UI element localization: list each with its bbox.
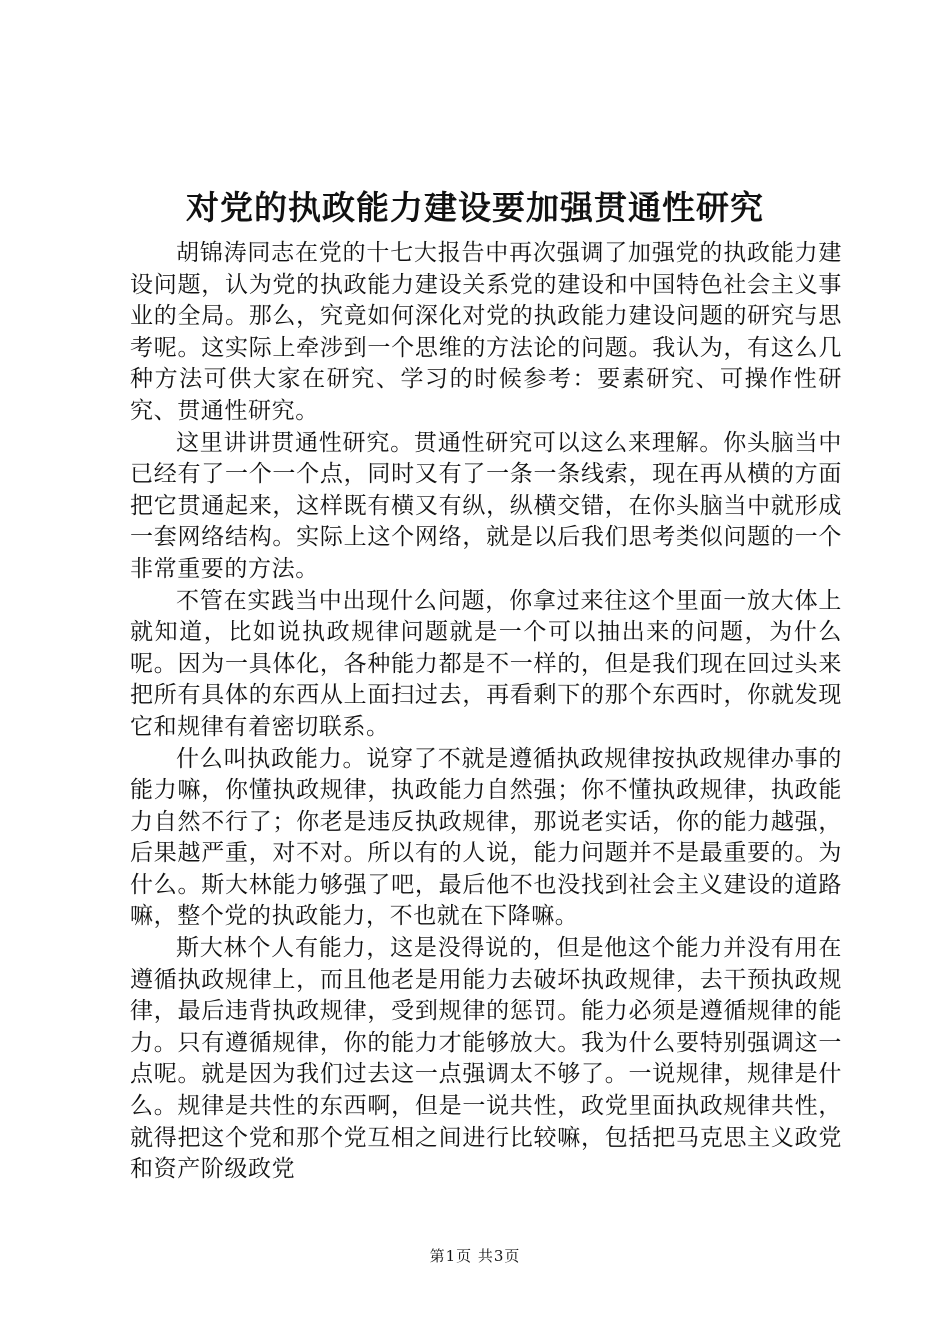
paragraph: 这里讲讲贯通性研究。贯通性研究可以这么来理解。你头脑当中已经有了一个一个点，同时又有了一条一条线索，现在再从横的方面把它贯通起来，这样既有横又有纵，纵横交错，在你头脑当中就形成一套网络结构。实际上这个网络，就是以后我们思考类似问题的一个非常重要的方法。 <box>130 429 842 582</box>
paragraph: 胡锦涛同志在党的十七大报告中再次强调了加强党的执政能力建设问题，认为党的执政能力建设关系党的建设和中国特色社会主义事业的全局。那么，究竟如何深化对党的执政能力建设问题的研究与思考呢。这实际上牵涉到一个思维的方法论的问题。我认为，有这么几种方法可供大家在研究、学习的时候参考：要素研究、可操作性研究、贯通性研究。 <box>130 240 842 424</box>
paragraph: 不管在实践当中出现什么问题，你拿过来往这个里面一放大体上就知道，比如说执政规律问题就是一个可以抽出来的问题，为什么呢。因为一具体化，各种能力都是不一样的，但是我们现在回过头来把所有具体的东西从上面扫过去，再看剩下的那个东西时，你就发现它和规律有着密切联系。 <box>130 587 842 740</box>
paragraph: 什么叫执政能力。说穿了不就是遵循执政规律按执政规律办事的能力嘛，你懂执政规律，执政能力自然强；你不懂执政规律，执政能力自然不行了；你老是违反执政规律，那说老实话，你的能力越强，后果越严重，对不对。所以有的人说，能力问题并不是最重要的。为什么。斯大林能力够强了吧，最后他不也没找到社会主义建设的道路嘛，整个党的执政能力，不也就在下降嘛。 <box>130 745 842 930</box>
document-title: 对党的执政能力建设要加强贯通性研究 <box>186 188 764 227</box>
document-body <box>130 238 842 1186</box>
page-number-footer: 第1页 共3页 <box>429 1247 521 1265</box>
paragraph: 斯大林个人有能力，这是没得说的，但是他这个能力并没有用在遵循执政规律上，而且他老是用能力去破坏执政规律，去干预执政规律，最后违背执政规律，受到规律的惩罚。能力必须是遵循规律的能力。只有遵循规律，你的能力才能够放大。我为什么要特别强调这一点呢。就是因为我们过去这一点强调太不够了。一说规律，规律是什么。规律是共性的东西啊，但是一说共性，政党里面执政规律共性，就得把这个党和那个党互相之间进行比较嘛，包括把马克思主义政党和资产阶级政党 <box>130 935 842 1183</box>
